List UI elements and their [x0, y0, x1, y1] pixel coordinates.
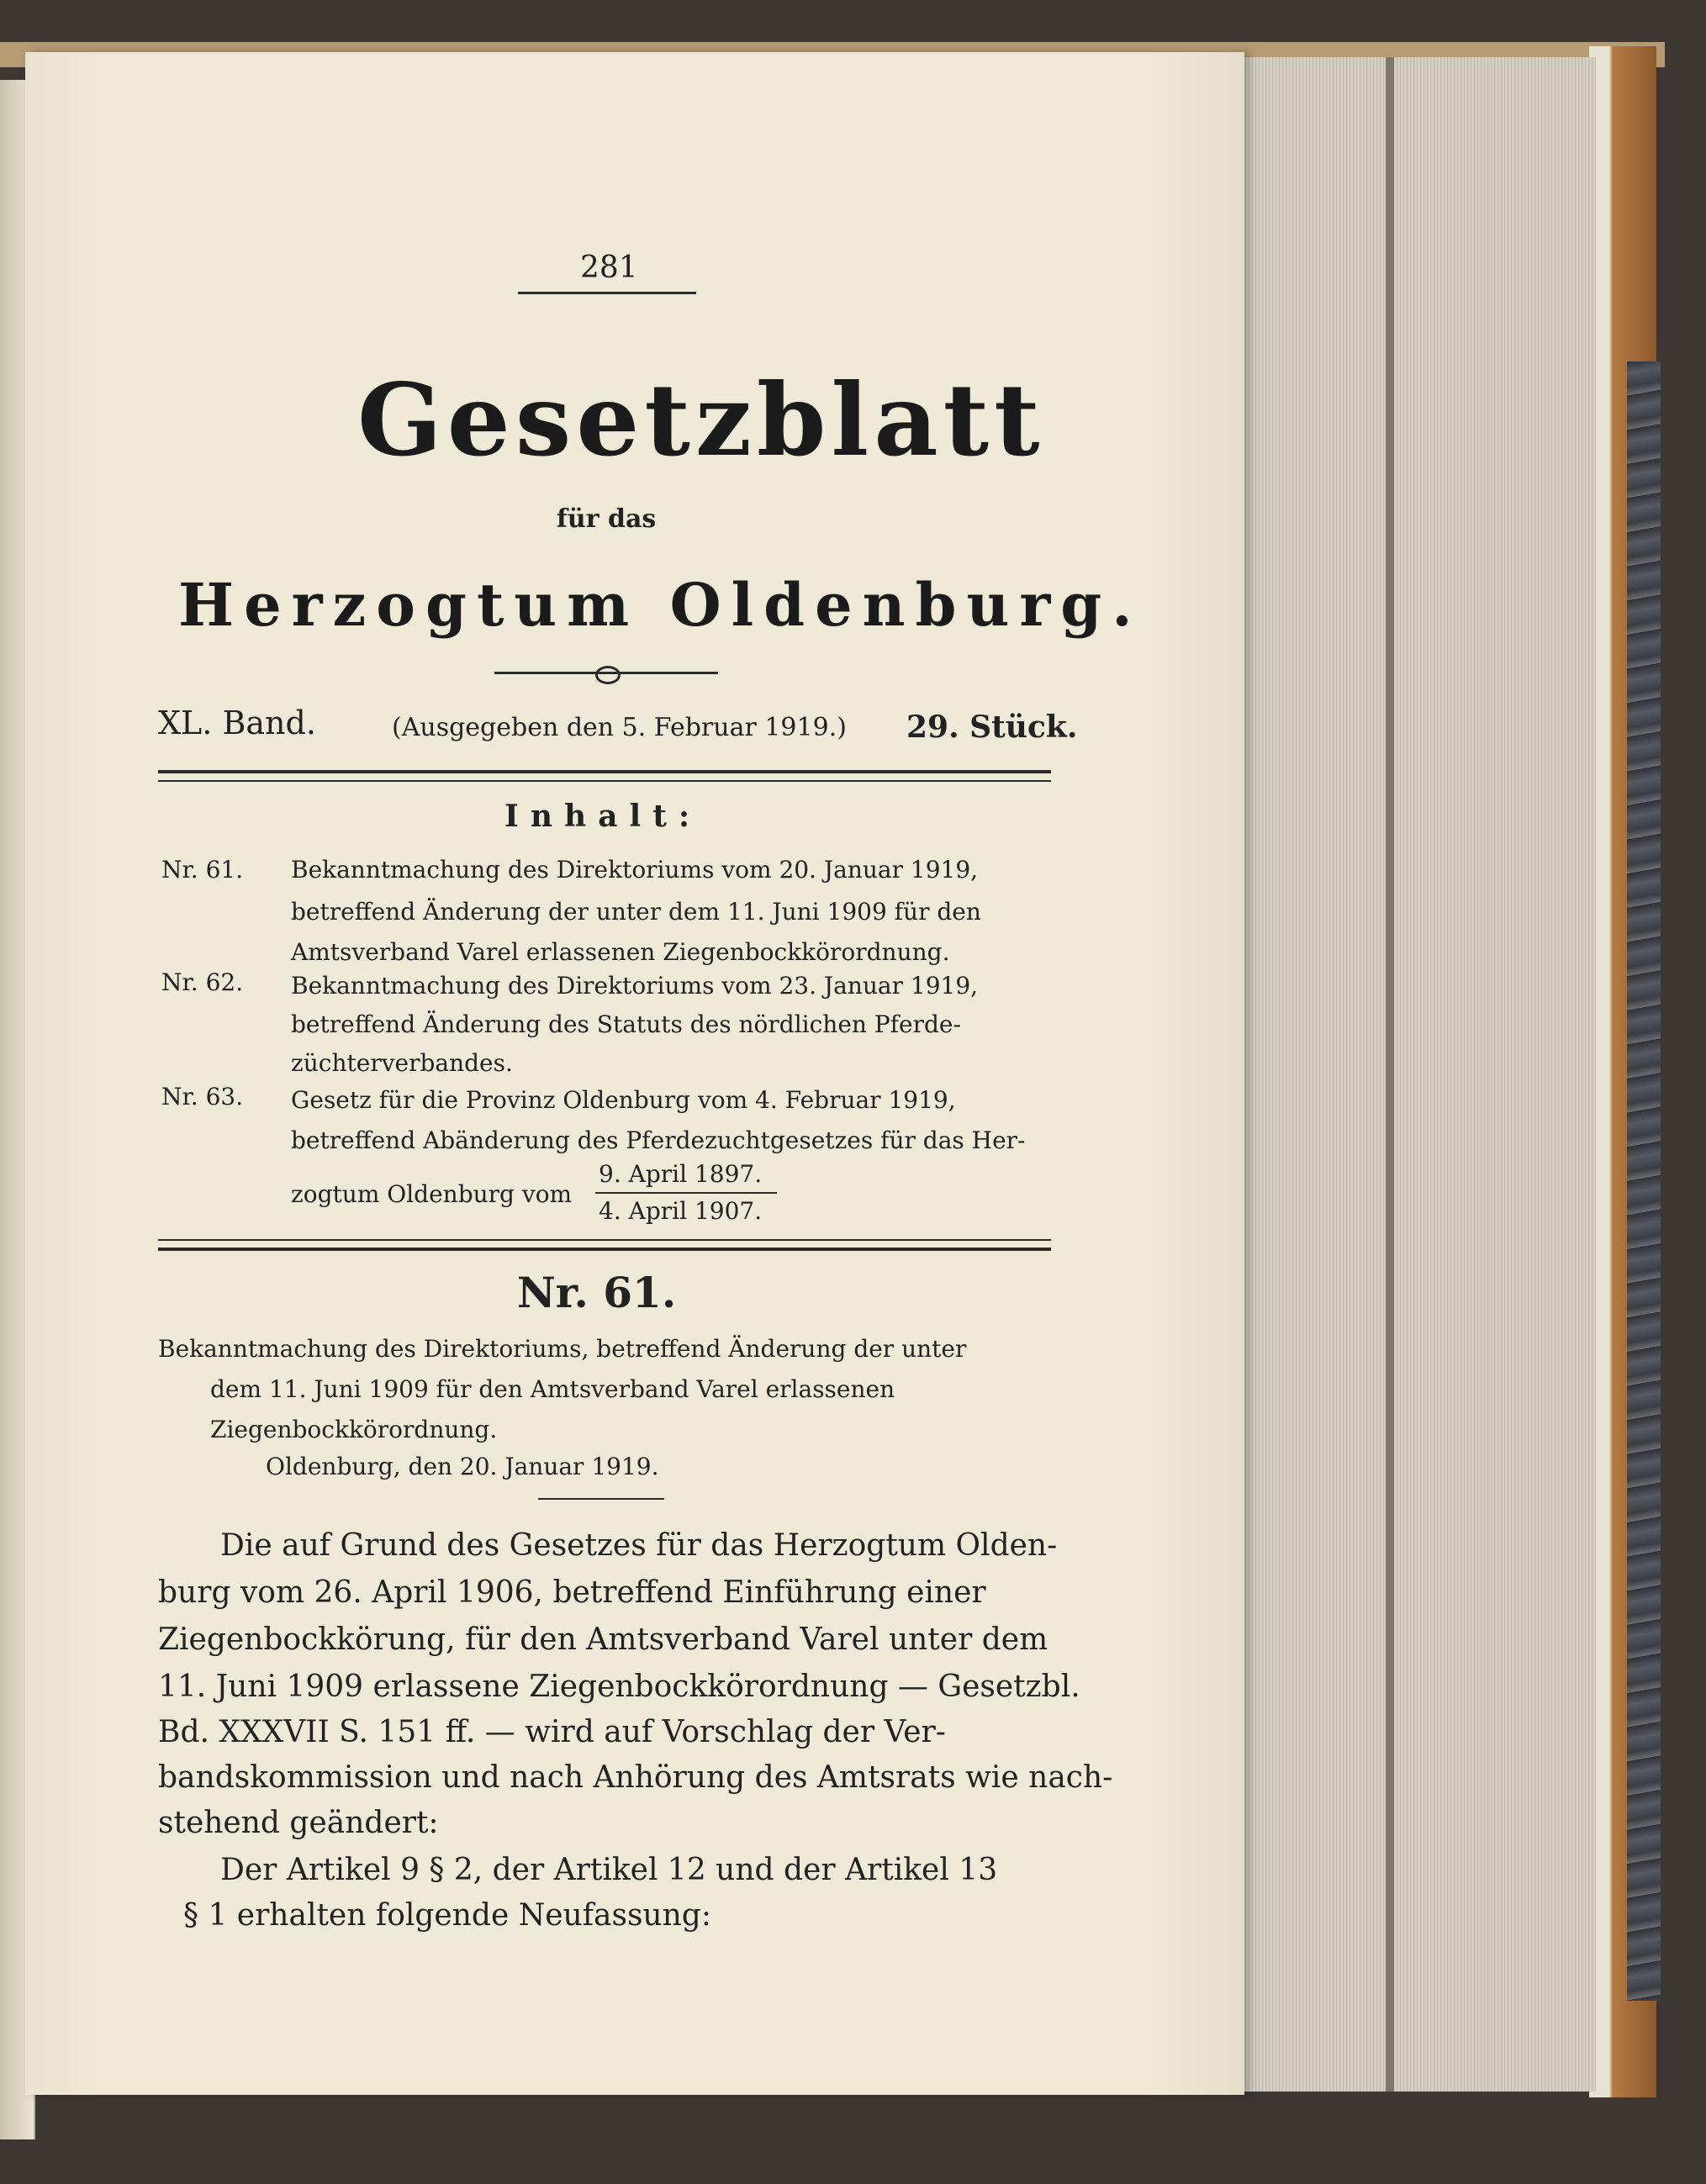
body-line: stehend geändert: — [158, 1806, 439, 1840]
fraction-top: 9. April 1897. — [599, 1160, 763, 1188]
body-line: Ziegenbockkörung, für den Amtsverband Varel unter dem — [158, 1622, 1048, 1657]
contents-entry-line: Gesetz für die Provinz Oldenburg vom 4. Februar 1919, — [291, 1086, 956, 1114]
masthead-title: Gesetzblatt — [357, 361, 1045, 478]
double-rule-bottom-a — [158, 1239, 1051, 1241]
page-number: 281 — [580, 251, 638, 285]
body-line: § 1 erhalten folgende Neufassung: — [183, 1898, 711, 1933]
contents-entry-number: Nr. 62. — [161, 968, 244, 996]
section-heading: Nr. 61. — [517, 1268, 677, 1317]
body-line: 11. Juni 1909 erlassene Ziegenbockkörordnung — Gesetzbl. — [158, 1670, 1080, 1704]
contents-entry-line: Amtsverband Varel erlassenen Ziegenbockkörordnung. — [291, 938, 950, 966]
body-line: bandskommission und nach Anhörung des Amtsrats wie nach- — [158, 1760, 1113, 1795]
body-line: Bd. XXXVII S. 151 ff. — wird auf Vorschlag der Ver- — [158, 1715, 946, 1749]
body-line: burg vom 26. April 1906, betreffend Einführung einer — [158, 1575, 986, 1610]
summary-line: Ziegenbockkörordnung. — [210, 1416, 498, 1443]
volume-label: XL. Band. — [158, 704, 316, 741]
body-line: Der Artikel 9 § 2, der Artikel 12 und der Artikel 13 — [220, 1853, 998, 1887]
marbled-cover — [1627, 361, 1661, 2001]
contents-entry-line: züchterverbandes. — [291, 1049, 513, 1077]
double-rule-top-a — [158, 770, 1051, 773]
fraction-bar — [595, 1192, 777, 1194]
contents-entry-line: Bekanntmachung des Direktoriums vom 20. Januar 1919, — [291, 856, 979, 884]
section-rule — [538, 1498, 664, 1500]
double-rule-bottom-b — [158, 1248, 1051, 1251]
contents-entry-number: Nr. 63. — [161, 1083, 244, 1110]
contents-entry-line: betreffend Änderung der unter dem 11. Juni 1909 für den — [291, 898, 981, 926]
contents-entry-line: Bekanntmachung des Direktoriums vom 23. Januar 1919, — [291, 972, 979, 1000]
contents-entry-line: betreffend Änderung des Statuts des nördlichen Pferde- — [291, 1010, 961, 1038]
issue-part: 29. Stück. — [906, 710, 1078, 745]
contents-entry-number: Nr. 61. — [161, 856, 244, 884]
summary-line: Bekanntmachung des Direktoriums, betreffend Änderung der unter — [158, 1335, 967, 1363]
dateline: Oldenburg, den 20. Januar 1919. — [266, 1453, 659, 1480]
contents-heading: Inhalt: — [504, 799, 702, 834]
issue-date: (Ausgegeben den 5. Februar 1919.) — [392, 713, 847, 742]
masthead-subtitle: für das — [557, 504, 657, 534]
summary-line: dem 11. Juni 1909 für den Amtsverband Varel erlassenen — [210, 1375, 895, 1403]
ornament-diamond — [595, 666, 621, 684]
body-line: Die auf Grund des Gesetzes für das Herzogtum Olden- — [220, 1528, 1058, 1563]
contents-entry-line: betreffend Abänderung des Pferdezuchtgesetzes für das Her- — [291, 1126, 1026, 1154]
contents-entry-line: zogtum Oldenburg vom — [291, 1180, 573, 1208]
page-stack-edges — [1243, 57, 1596, 2092]
masthead-territory: Herzogtum Oldenburg. — [178, 570, 1143, 640]
double-rule-top-b — [158, 780, 1051, 782]
page-number-rule — [518, 292, 696, 294]
fraction-bottom: 4. April 1907. — [599, 1197, 763, 1225]
